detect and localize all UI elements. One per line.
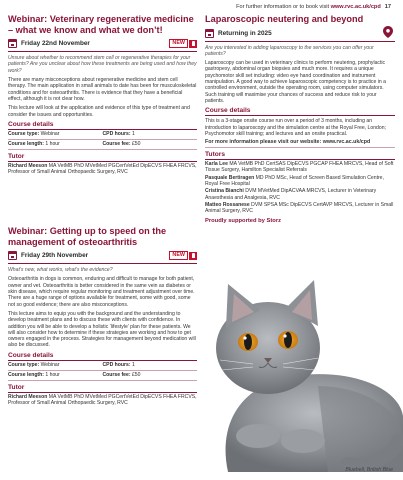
tutor-entry — [205, 188, 395, 201]
tutor-name: Pasquale Bertiragen — [205, 174, 255, 181]
tutor-heading: Tutor — [8, 153, 197, 162]
tutor-name: Karla Lee — [205, 161, 228, 168]
more-info-link[interactable]: For more information please visit our website: www.rvc.ac.uk/cpd — [205, 139, 395, 148]
new-badge — [169, 251, 197, 260]
webinar-icon — [189, 40, 197, 48]
course-details-heading: Course details — [8, 352, 197, 361]
body-paragraph: This lecture aims to equip you with the background and the understanding to develop treatment plans and to discuss these with clients with confidence. In addition you will be able to develop a holistic ‘lifestyle’ plan for these patients. We will also consider how to determine if these strategies are working and how to get owners engaged in the process. Strategies for management beyond medication will also be discussed. — [8, 310, 196, 349]
sponsor-text: Proudly supported by Storz — [205, 217, 282, 224]
course-details-heading: Course details — [205, 107, 395, 116]
divider — [8, 51, 197, 52]
cat-photo — [198, 236, 403, 472]
tutor-heading: Tutor — [8, 384, 197, 393]
tutor-credentials: MA VetMB PhD MVetMed PGCertVetEd DipECVS FHEA FRCVS, Professor of Small Animal Orthopaedic Surgery, RVC — [8, 393, 197, 407]
tutor-name: Richard Meeson — [8, 162, 48, 169]
tutor-credentials: DVM SPSA MSc DipECVS CertAVP MRCVS, Lecturer in Small Animal Surgery, RVC — [205, 201, 394, 215]
course-fee-label: Course fee: — [102, 141, 131, 148]
divider — [8, 263, 197, 264]
section-title: Laparoscopic neutering and beyond — [205, 14, 364, 24]
date-row — [8, 251, 197, 260]
tutor-name: Cristina Bianchi — [205, 188, 244, 195]
course-length-label: Course length: — [8, 141, 44, 148]
divider — [205, 41, 395, 42]
course-fee-value: £50 — [131, 372, 141, 379]
cpd-value: 1 — [131, 362, 135, 369]
cpd-label: CPD hours: — [102, 131, 131, 138]
header-url-link[interactable]: www.rvc.ac.uk/cpd — [330, 4, 381, 10]
date-row — [205, 29, 395, 38]
lead-text: What’s new, what works, what’s the evidence? — [8, 267, 113, 274]
course-length-value: 1 hour — [45, 372, 60, 379]
course-type-value: Webinar — [40, 362, 60, 369]
course-details-heading: Course details — [8, 121, 197, 130]
page-header — [236, 4, 391, 10]
tutor-name: Matteo Rossanese — [205, 201, 250, 208]
course-type-value: Webinar — [40, 131, 60, 138]
webinar-osteoarthritis-section — [8, 226, 197, 406]
body-paragraph: This lecture will look at the application and evidence of this type of treatment and consider the issues and opportunities. — [8, 105, 190, 118]
tutor-entry — [8, 163, 197, 176]
cpd-label: CPD hours: — [102, 362, 131, 369]
webinar-regenerative-section — [8, 14, 197, 175]
cpd-value: 1 — [131, 131, 135, 138]
tutor-credentials: DVM MVetMed DipACVAA MRCVS, Lecturer in Veterinary Anaesthesia and Analgesia, RVC — [205, 188, 377, 201]
body-paragraph: Laparoscopy can be used in veterinary clinics to perform neutering, prophylactic gastropexy, abdominal organ biopsies and much more. It requires a unique psychomotor skill set including: video eye hand coordination and instrument manipulation. A good way to achieve laparoscopic competency is to practice in a controlled environment, outside the operating room, using computer simulators. Such training will maximise your chances of success and reduce risk to your patients. — [205, 60, 386, 104]
event-date: Friday 29th November — [21, 252, 89, 260]
tutor-entry — [205, 161, 395, 174]
lead-text: Unsure about whether to recommend stem cell or regenerative therapies for your patients? Are you unclear about how these treatments are being used and how they work? — [8, 55, 197, 74]
photo-caption: Bluebell, British Blue — [345, 467, 393, 473]
event-date: Friday 22nd November — [21, 40, 90, 48]
page-number: 17 — [384, 4, 391, 10]
tutor-entry — [8, 394, 197, 407]
tutor-credentials: MA VetMB PhD MVetMed PGCertVetEd DipECVS FHEA FRCVS, Professor of Small Animal Orthopaedic Surgery, RVC — [8, 162, 197, 176]
tutor-entry — [205, 175, 395, 188]
calendar-icon — [205, 29, 214, 38]
course-type-label: Course type: — [8, 362, 40, 369]
date-row — [8, 39, 197, 48]
location-pin-icon — [383, 26, 393, 38]
tutors-heading: Tutors — [205, 151, 395, 160]
new-badge-label: NEW — [169, 39, 188, 48]
course-length-label: Course length: — [8, 372, 44, 379]
course-fee-value: £50 — [131, 141, 141, 148]
details-row — [8, 371, 197, 381]
section-title: Webinar: Veterinary regenerative medicine – what we know and what we don’t! — [8, 14, 194, 35]
course-details-text: This is a 3-stage onsite course run over a period of 3 months, including an introduction to laparoscopy and the simulation centre at the Royal Free, London; Psychomotor skill training; and lectures and an onsite practical. — [205, 118, 386, 137]
cat-illustration — [198, 236, 403, 472]
course-length-value: 1 hour — [45, 141, 60, 148]
event-date: Returning in 2025 — [218, 29, 272, 37]
new-badge — [169, 39, 197, 48]
tutor-entry — [205, 202, 395, 215]
course-fee-label: Course fee: — [102, 372, 131, 379]
body-paragraph: Osteoarthritis in dogs is common, enduring and difficult to manage for both patient, owner and vet. Osteoarthritis is better considered in the same vein as diabetes or skin disease, which require regular monitoring and treatment adjustment over time. There are a huge range of options available for treatment, some with good, some not so good evidence; there are also misconceptions. — [8, 276, 195, 308]
details-row — [8, 361, 197, 371]
header-prefix: For further information or to book visit — [236, 4, 331, 10]
details-row — [8, 130, 197, 140]
lead-text: Are you interested in adding laparoscopy to the services you can offer your patients? — [205, 44, 374, 57]
section-title: Webinar: Getting up to speed on the management of osteoarthritis — [8, 226, 167, 247]
tutor-credentials: MA VetMB PhD CertSAS DipECVS PGCAP FHEA MRCVS, Head of Soft Tissue Surgery, Hamilton Specialist Referrals — [205, 161, 394, 174]
details-row — [8, 140, 197, 150]
body-paragraph: There are many misconceptions about regenerative medicine and stem cell therapy. The main application in small animals to date has been for musculoskeletal conditions and for osteoarthritis. There is evidence that they have a beneficial effect, although it is not clear how. — [8, 77, 197, 102]
calendar-icon — [8, 251, 17, 260]
tutor-name: Richard Meeson — [8, 393, 48, 400]
webinar-icon — [189, 252, 197, 260]
course-type-label: Course type: — [8, 131, 40, 138]
new-badge-label: NEW — [169, 251, 188, 260]
tutor-credentials: MD PhD MSc, Head of Screen Based Simulation Centre, Royal Free Hospital — [205, 174, 384, 188]
calendar-icon — [8, 39, 17, 48]
laparoscopic-section — [205, 14, 395, 224]
